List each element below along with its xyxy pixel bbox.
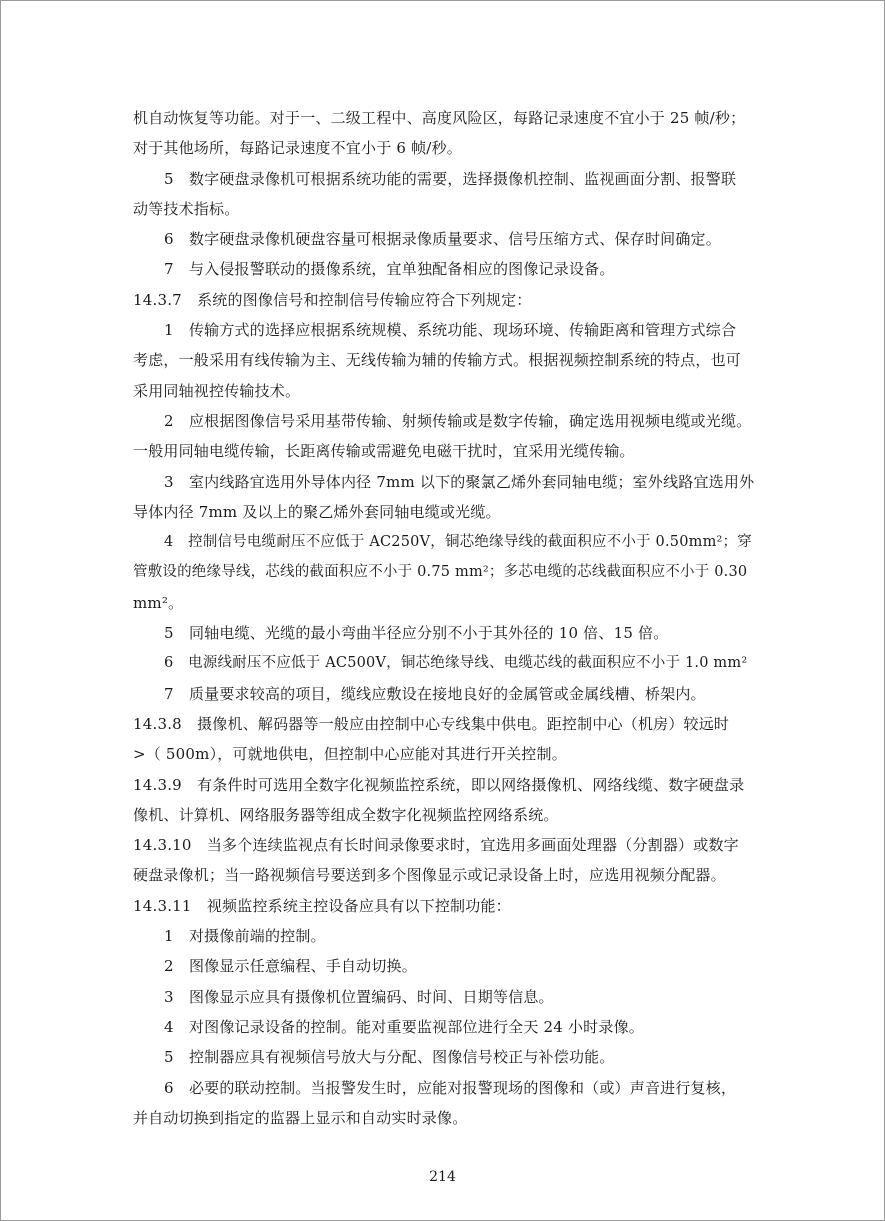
text-line: 6 必要的联动控制。当报警发生时，应能对报警现场的图像和（或）声音进行复核， [164,1078,737,1097]
text-line: mm²。 [133,593,184,612]
document-body [133,103,757,1133]
text-line: 1 对摄像前端的控制。 [164,927,326,946]
text-line: 4 控制信号电缆耐压不应低于 AC250V，铜芯绝缘导线的截面积应不小于 0.50mm²；穿 [164,534,752,551]
text-line: 14.3.10 当多个连续监视点有长时间录像要求时，宜选用多画面处理器（分割器）或数字 [133,836,739,855]
text-line: 6 电源线耐压不应低于 AC500V，铜芯绝缘导线、电缆芯线的截面积应不小于 1.0 mm² [164,655,748,672]
text-line: >（ 500m），可就地供电，但控制中心应能对其进行开关控制。 [133,745,567,764]
text-line: 14.3.9 有条件时可选用全数字化视频监控系统，即以网络摄像机、网络线缆、数字硬盘录 [133,775,745,794]
text-line: 1 传输方式的选择应根据系统规模、系统功能、现场环境、传输距离和管理方式综合 [164,321,737,340]
text-line: 14.3.11 视频监控系统主控设备应具有以下控制功能： [133,896,511,915]
text-line: 并自动切换到指定的监器上显示和自动实时录像。 [133,1108,468,1127]
page-number: 214 [429,1169,456,1185]
text-line: 5 同轴电缆、光缆的最小弯曲半径应分别不小于其外径的 10 倍、15 倍。 [164,624,669,643]
text-line: 7 质量要求较高的项目，缆线应敷设在接地良好的金属管或金属线槽、桥架内。 [164,684,706,703]
text-line: 像机、计算机、网络服务器等组成全数字化视频监控网络系统。 [133,805,559,824]
text-line: 5 数字硬盘录像机可根据系统功能的需要，选择摄像机控制、监视画面分割、报警联 [164,169,737,188]
text-line: 动等技术指标。 [133,199,240,218]
text-line: 7 与入侵报警联动的摄像系统，宜单独配备相应的图像记录设备。 [164,260,615,279]
text-line: 机自动恢复等功能。对于一、二级工程中、高度风险区，每路记录速度不宜小于 25 帧/秒； [133,109,746,127]
text-line: 2 应根据图像信号采用基带传输、射频传输或是数字传输，确定选用视频电缆或光缆。 [164,411,752,430]
text-line: 管敷设的绝缘导线，芯线的截面积应不小于 0.75 mm²；多芯电缆的芯线截面积应不小于 0.30 [133,564,748,581]
text-line: 导体内径 7mm 及以上的聚乙烯外套同轴电缆或光缆。 [133,502,501,521]
text-line: 5 控制器应具有视频信号放大与分配、图像信号校正与补偿功能。 [164,1048,615,1067]
text-line: 考虑，一般采用有线传输为主、无线传输为辅的传输方式。根据视频控制系统的特点，也可 [133,351,742,370]
text-line: 采用同轴视控传输技术。 [133,381,301,400]
text-line: 14.3.7 系统的图像信号和控制信号传输应符合下列规定： [133,290,532,309]
text-line: 一般用同轴电缆传输，长距离传输或需避免电磁干扰时，宜采用光缆传输。 [133,442,635,461]
text-line: 14.3.8 摄像机、解码器等一般应由控制中心专线集中供电。距控制中心（机房）较远时 [133,714,730,733]
text-line: 2 图像显示任意编程、手自动切换。 [164,957,417,976]
text-line: 硬盘录像机；当一路视频信号要送到多个图像显示或记录设备上时，应选用视频分配器。 [133,866,726,885]
text-line: 6 数字硬盘录像机硬盘容量可根据录像质量要求、信号压缩方式、保存时间确定。 [164,230,721,249]
text-line: 3 室内线路宜选用外导体内径 7mm 以下的聚氯乙烯外套同轴电缆；室外线路宜选用外 [164,472,755,491]
text-line: 4 对图像记录设备的控制。能对重要监视部位进行全天 24 小时录像。 [164,1017,644,1036]
text-line: 3 图像显示应具有摄像机位置编码、时间、日期等信息。 [164,987,554,1006]
text-line: 对于其他场所，每路记录速度不宜小于 6 帧/秒。 [133,139,462,158]
